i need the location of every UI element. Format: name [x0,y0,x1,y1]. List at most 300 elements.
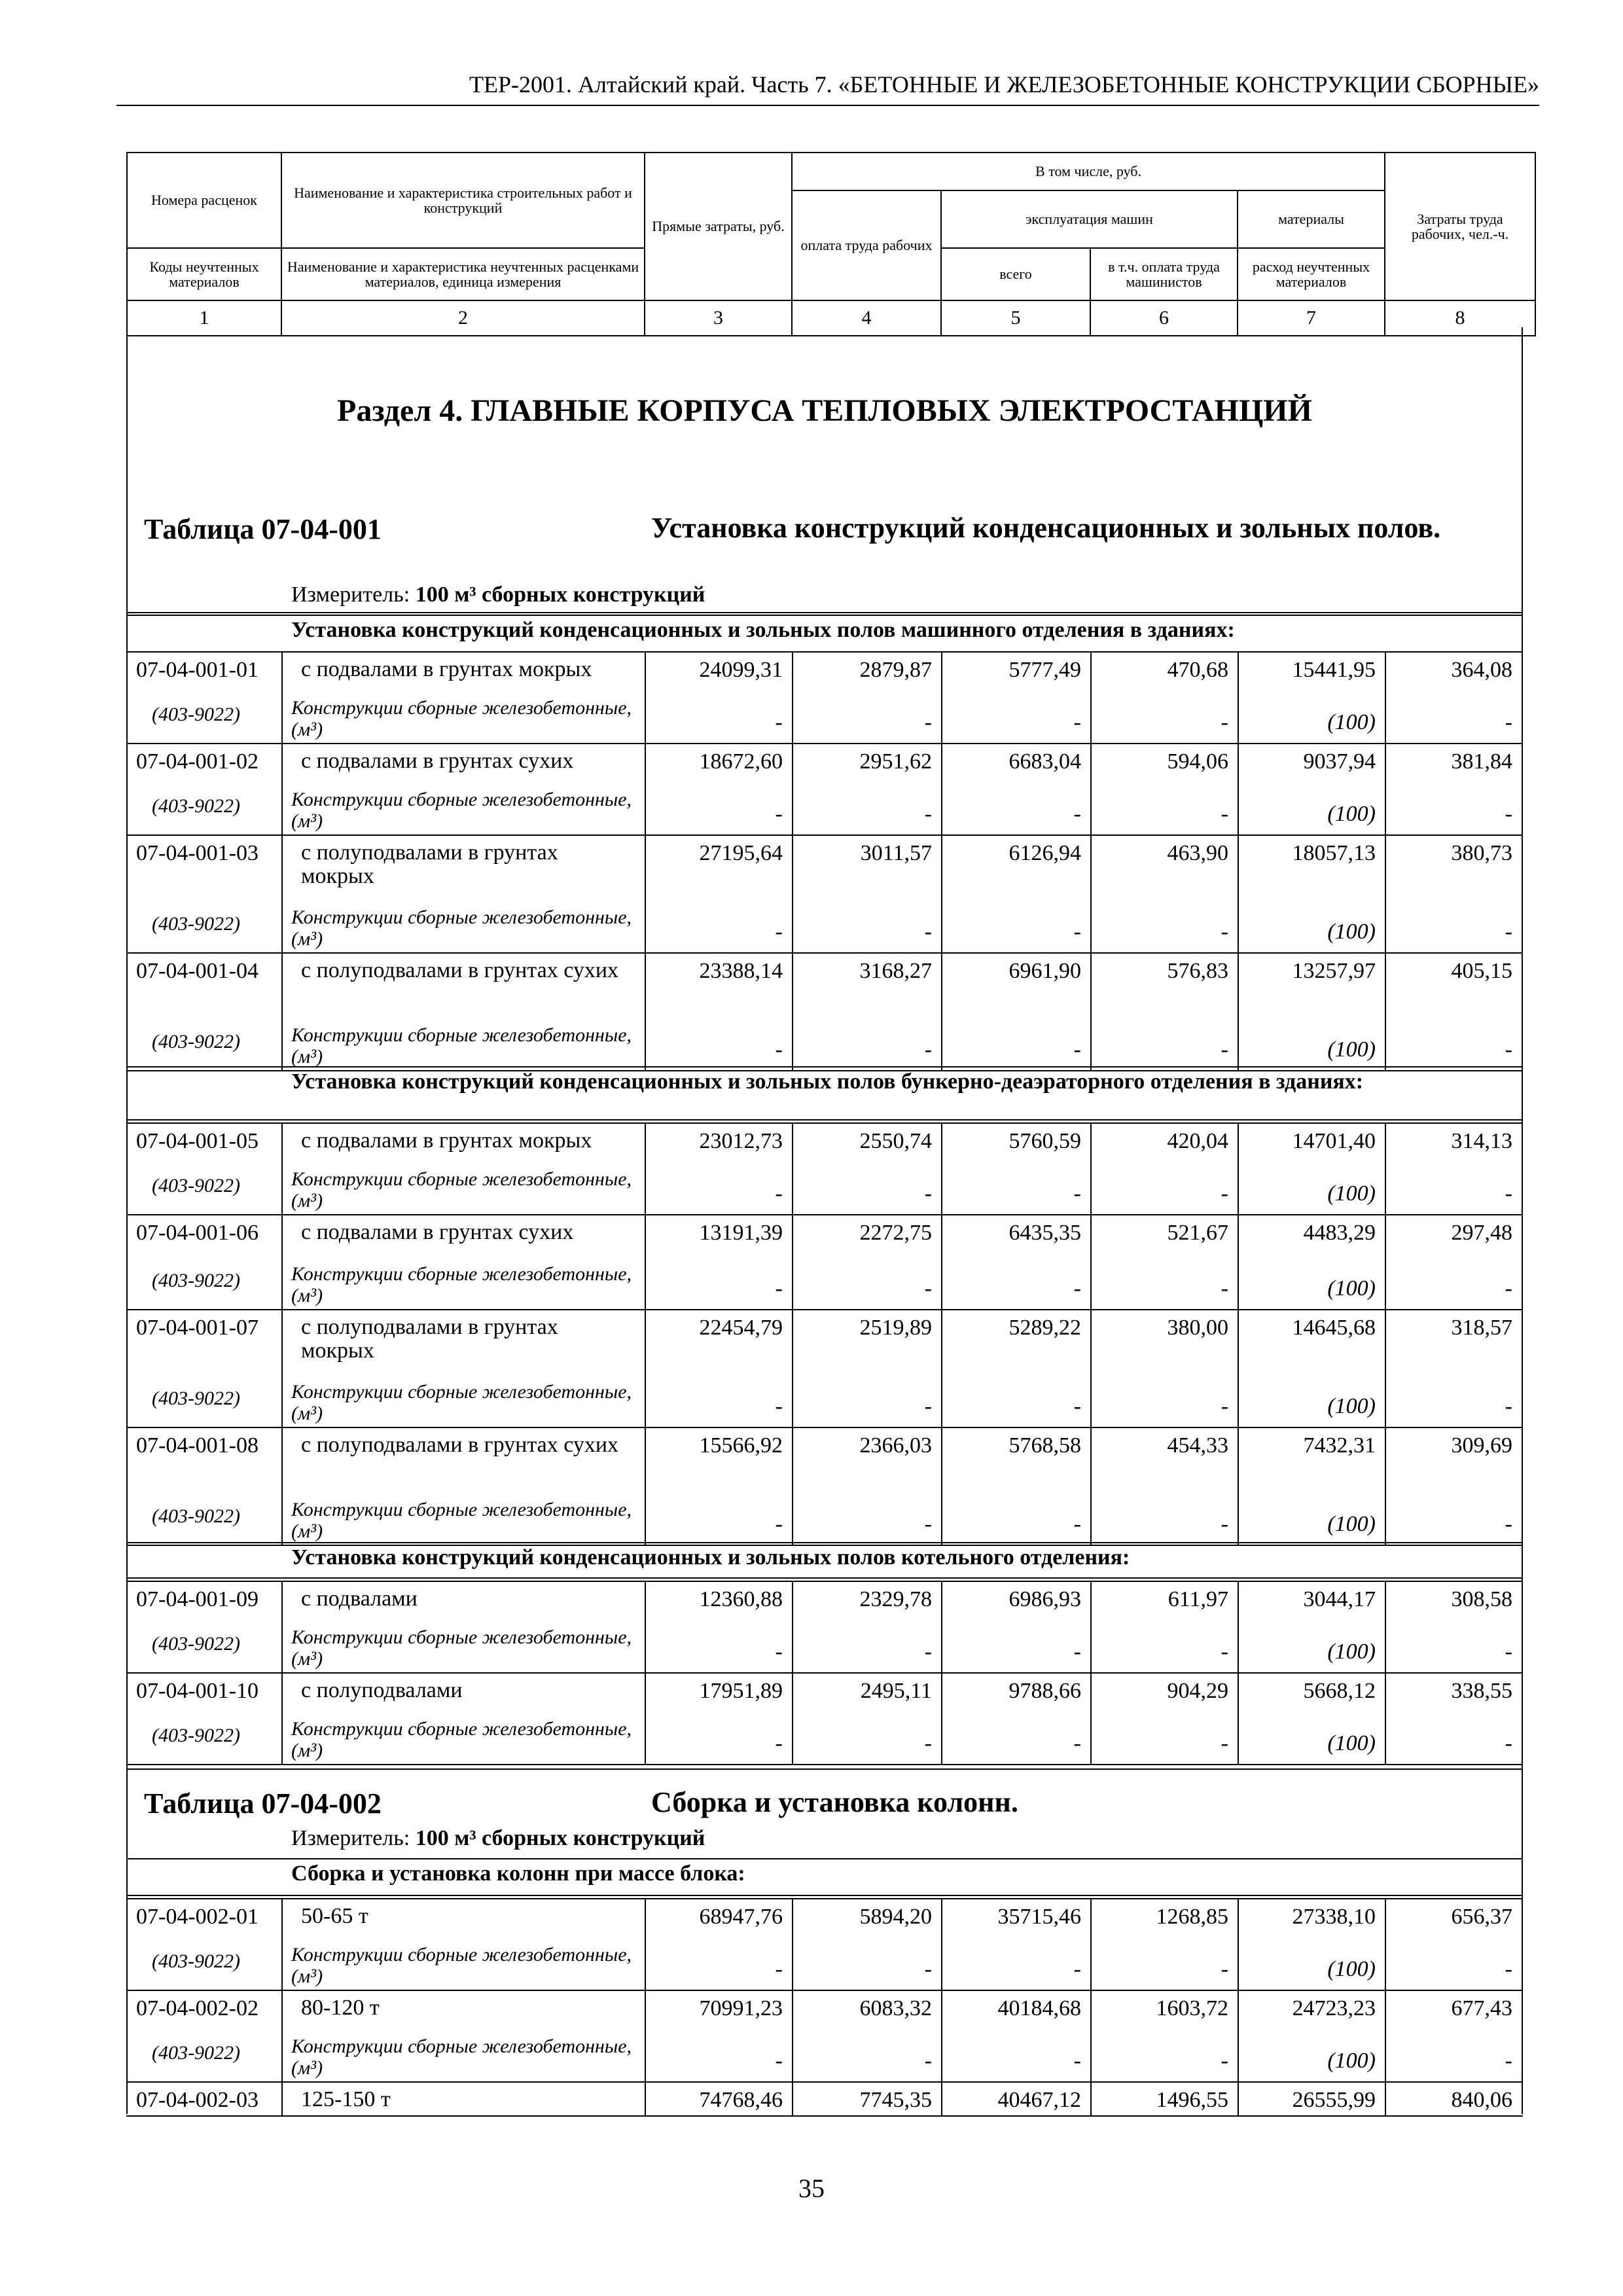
row-rule [126,2081,1523,2083]
rate-value: 68947,76 [699,1905,783,1929]
col-divider [281,1122,283,1214]
col-divider [941,1990,942,2081]
material-value: - [1073,1640,1081,1664]
material-code: (403-9022) [152,913,240,935]
material-value: - [1073,1181,1081,1206]
rate-value: 677,43 [1451,1996,1512,2020]
material-value: - [1073,1276,1081,1300]
measure-unit: 100 м³ сборных конструкций [415,583,705,607]
material-code: (403-9022) [152,2042,240,2064]
row-rule [126,1214,1523,1215]
col-divider [645,1672,646,1764]
rate-value: 2879,87 [859,658,932,682]
material-value: - [924,1394,932,1418]
material-value: - [1073,920,1081,944]
col-divider [281,952,283,1070]
material-value: - [1505,1394,1512,1418]
rate-value: 576,83 [1167,959,1228,983]
rate-value: 5768,58 [1008,1433,1081,1458]
col-divider [1090,1427,1092,1545]
rate-value: 13191,39 [699,1221,783,1245]
col-divider [645,743,646,834]
material-value: - [775,1512,783,1536]
col-divider [281,1427,283,1545]
material-value: (100) [1327,1512,1376,1536]
material-value: - [1221,1276,1228,1300]
row-rule [126,612,1523,613]
col-divider [941,743,942,834]
material-code: (403-9022) [152,1388,240,1409]
material-value: (100) [1327,1640,1376,1664]
table2-label: Таблица 07-04-002 [144,1787,382,1820]
material-value: (100) [1327,920,1376,944]
table2-caption: Сборка и установка колонн. [651,1786,1018,1818]
table1-measure [291,583,705,607]
col-divider [1238,651,1239,743]
col-divider [1238,1990,1239,2081]
col8-header: Затраты труда рабочих, чел.-ч. [1385,152,1535,300]
col-divider [792,834,793,952]
material-name: Конструкции сборные железобетонные, (м³) [291,1718,632,1761]
material-value: - [1073,1037,1081,1062]
rate-value: 1603,72 [1156,1996,1228,2020]
rate-value: 611,97 [1168,1587,1228,1611]
rate-value: 364,08 [1451,658,1512,682]
rate-value: 17951,89 [699,1679,783,1703]
col-divider [281,651,283,743]
material-value: - [924,1512,932,1536]
rate-value: 2272,75 [859,1221,932,1245]
rate-value: 5894,20 [859,1905,932,1929]
including-header: В том числе, руб. [792,152,1385,190]
rate-value: 309,69 [1451,1433,1512,1458]
row-rule [126,1764,1523,1765]
material-name: Конструкции сборные железобетонные, (м³) [291,1944,632,1987]
material-value: - [775,802,783,826]
rate-value: 18057,13 [1292,841,1376,865]
col-divider [281,1309,283,1427]
col-divider [1090,1122,1092,1214]
rate-name: с подвалами [301,1587,418,1611]
rate-name: с подвалами в грунтах сухих [301,1220,574,1244]
col-divider [1090,1672,1092,1764]
material-value: - [775,1394,783,1418]
measure-prefix: Измеритель: [291,1826,410,1850]
col-divider [1238,1427,1239,1545]
material-value: - [924,1181,932,1206]
rate-value: 314,13 [1451,1129,1512,1153]
rate-value: 24723,23 [1292,1996,1376,2020]
col-number: 8 [1385,300,1535,336]
rate-value: 15566,92 [699,1433,783,1458]
material-value: - [1505,1276,1512,1300]
material-value: - [1221,1037,1228,1062]
rate-value: 3044,17 [1303,1587,1376,1611]
rate-value: 594,06 [1167,749,1228,774]
col-divider [1385,1122,1386,1214]
material-value: - [1221,920,1228,944]
rate-value: 2366,03 [859,1433,932,1458]
rate-value: 470,68 [1167,658,1228,682]
col-divider [941,1309,942,1427]
column-header-table [126,152,1536,336]
material-value: - [924,1731,932,1755]
rate-value: 6435,35 [1008,1221,1081,1245]
material-code: (403-9022) [152,1950,240,1972]
rate-value: 5760,59 [1008,1129,1081,1153]
row-rule [126,1581,1523,1582]
rate-name: 50-65 т [301,1904,368,1928]
col-divider [645,651,646,743]
col1-bottom-header: Коды неучтенных материалов [127,248,281,300]
material-value: - [924,1640,932,1664]
material-name: Конструкции сборные железобетонные, (м³) [291,906,632,950]
rate-value: 2495,11 [860,1679,932,1703]
rate-name: с подвалами в грунтах мокрых [301,1128,592,1153]
material-code: (403-9022) [152,704,240,725]
rate-name: с полуподвалами в грунтах мокрых [301,840,558,888]
rate-name: с подвалами в грунтах мокрых [301,657,592,681]
material-value: - [775,710,783,734]
material-value: - [1073,710,1081,734]
rate-value: 6126,94 [1008,841,1081,865]
rate-value: 7745,35 [859,2088,932,2112]
material-code: (403-9022) [152,1725,240,1746]
rate-value: 840,06 [1451,2088,1512,2112]
col-divider [792,1672,793,1764]
col5-header: всего [941,248,1090,300]
col-divider [281,2081,283,2115]
col-divider [941,2081,942,2115]
material-code: (403-9022) [152,1633,240,1655]
material-value: - [924,2049,932,2073]
material-value: - [924,1037,932,1062]
col-divider [1090,1990,1092,2081]
col4-header: оплата труда рабочих [792,190,941,300]
rate-value: 308,58 [1451,1587,1512,1611]
rate-value: 24099,31 [699,658,783,682]
rate-value: 1496,55 [1156,2088,1228,2112]
header-rule [116,105,1539,106]
row-rule [126,1672,1523,1674]
material-value: - [1221,802,1228,826]
col-divider [941,1672,942,1764]
material-value: - [1505,1640,1512,1664]
row-rule [126,651,1523,653]
row-rule [126,1990,1523,1991]
rate-value: 40467,12 [997,2088,1081,2112]
col-divider [792,1990,793,2081]
col-divider [1090,1309,1092,1427]
col-divider [1238,743,1239,834]
row-rule [126,834,1523,836]
col-divider [1238,952,1239,1070]
rate-value: 405,15 [1451,959,1512,983]
col-divider [1090,834,1092,952]
col-divider [1385,1898,1386,1990]
col-divider [941,952,942,1070]
material-value: - [775,2049,783,2073]
rate-value: 3011,57 [860,841,932,865]
row-rule [126,2115,1523,2117]
material-value: - [775,920,783,944]
material-value: (100) [1327,802,1376,826]
col-divider [792,1427,793,1545]
rate-name: с полуподвалами в грунтах сухих [301,1433,619,1457]
rate-value: 14701,40 [1292,1129,1376,1153]
col3-header: Прямые затраты, руб. [645,152,792,300]
rate-name: с полуподвалами в грунтах мокрых [301,1315,558,1363]
col-divider [792,2081,793,2115]
col-divider [645,1581,646,1672]
rate-code: 07-04-001-05 [136,1129,259,1153]
col6-header: в т.ч. оплата труда машинистов [1090,248,1238,300]
col-divider [1385,952,1386,1070]
rate-value: 35715,46 [997,1905,1081,1929]
col-divider [645,1898,646,1990]
row-rule [126,1122,1523,1124]
col-divider [645,2081,646,2115]
col-divider [281,1581,283,1672]
rate-value: 463,90 [1167,841,1228,865]
group-title: Сборка и установка колонн при массе блока: [291,1861,745,1886]
group-top-rule [126,1858,1523,1859]
col-divider [645,1427,646,1545]
col-divider [645,1990,646,2081]
material-name: Конструкции сборные железобетонные, (м³) [291,789,632,832]
rate-value: 74768,46 [699,2088,783,2112]
material-value: - [1505,2049,1512,2073]
material-value: - [1073,1394,1081,1418]
rate-value: 2550,74 [859,1129,932,1153]
col-divider [1385,1990,1386,2081]
row-rule [126,1427,1523,1428]
col-divider [792,1581,793,1672]
col-divider [941,651,942,743]
material-value: - [775,1037,783,1062]
material-code: (403-9022) [152,795,240,817]
col-divider [941,834,942,952]
material-name: Конструкции сборные железобетонные, (м³) [291,2036,632,2079]
rate-code: 07-04-001-02 [136,749,259,774]
col-number: 4 [792,300,941,336]
rate-value: 70991,23 [699,1996,783,2020]
table1-caption: Установка конструкций конденсационных и зольных полов. [651,512,1441,544]
col-divider [281,1672,283,1764]
material-value: (100) [1327,1276,1376,1300]
rate-code: 07-04-001-07 [136,1316,259,1340]
col-divider [1238,1672,1239,1764]
material-name: Конструкции сборные железобетонные, (м³) [291,1499,632,1542]
group-top-rule [126,615,1523,616]
rate-value: 6083,32 [859,1996,932,2020]
material-value: - [924,1957,932,1981]
rate-value: 6683,04 [1008,749,1081,774]
rate-value: 27195,64 [699,841,783,865]
col-number: 7 [1238,300,1385,336]
material-value: - [775,1181,783,1206]
rate-value: 1268,85 [1156,1905,1228,1929]
material-value: - [1073,1512,1081,1536]
col-divider [792,1214,793,1309]
rate-name: с полуподвалами [301,1678,463,1702]
material-value: - [1505,1181,1512,1206]
material-value: - [1505,1512,1512,1536]
material-name: Конструкции сборные железобетонные, (м³) [291,1263,632,1306]
col-divider [941,1427,942,1545]
material-value: (100) [1327,1957,1376,1981]
frame-right [1522,327,1523,2114]
material-name: Конструкции сборные железобетонные, (м³) [291,697,632,740]
col-divider [941,1581,942,1672]
material-code: (403-9022) [152,1175,240,1196]
material-value: - [1073,1731,1081,1755]
material-value: - [775,1731,783,1755]
group-top-rule [126,1542,1523,1543]
col-number: 6 [1090,300,1238,336]
material-value: - [1073,802,1081,826]
rate-value: 12360,88 [699,1587,783,1611]
rate-value: 380,00 [1167,1316,1228,1340]
rate-value: 9788,66 [1008,1679,1081,1703]
material-value: - [1505,1731,1512,1755]
col-divider [1385,1309,1386,1427]
col-divider [645,1122,646,1214]
material-code: (403-9022) [152,1031,240,1052]
group-title: Установка конструкций конденсационных и зольных полов котельного отделения: [291,1545,1130,1570]
rate-value: 2519,89 [859,1316,932,1340]
machines-header: эксплуатация машин [941,190,1238,248]
material-value: (100) [1327,1394,1376,1418]
col-divider [792,1898,793,1990]
rate-value: 6961,90 [1008,959,1081,983]
col-divider [792,651,793,743]
rate-value: 904,29 [1167,1679,1228,1703]
col-divider [1385,651,1386,743]
rate-value: 420,04 [1167,1129,1228,1153]
col-divider [1238,1581,1239,1672]
row-rule [126,1895,1523,1896]
col-number: 1 [127,300,281,336]
material-value: - [1505,1037,1512,1062]
material-value: - [1221,1512,1228,1536]
material-value: (100) [1327,1731,1376,1755]
col2-top-header: Наименование и характеристика строительных работ и конструкций [281,152,645,248]
page-number: 35 [798,2174,825,2203]
col-number: 3 [645,300,792,336]
row-rule [126,1119,1523,1121]
material-value: - [924,710,932,734]
rate-value: 380,73 [1451,841,1512,865]
rate-value: 5668,12 [1303,1679,1376,1703]
rate-value: 5289,22 [1008,1316,1081,1340]
rate-code: 07-04-001-10 [136,1679,259,1703]
material-name: Конструкции сборные железобетонные, (м³) [291,1168,632,1211]
rate-name: с подвалами в грунтах сухих [301,749,574,773]
rate-value: 5777,49 [1008,658,1081,682]
row-rule [126,1898,1523,1899]
rate-value: 18672,60 [699,749,783,774]
material-value: - [1505,710,1512,734]
col-divider [1385,1427,1386,1545]
col-divider [1090,2081,1092,2115]
rate-code: 07-04-001-03 [136,841,259,865]
rate-value: 2951,62 [859,749,932,774]
table2-measure [291,1826,705,1851]
material-value: (100) [1327,1037,1376,1062]
rate-value: 521,67 [1167,1221,1228,1245]
material-code: (403-9022) [152,1505,240,1527]
col-divider [1385,1581,1386,1672]
row-rule [126,1768,1523,1770]
col-number: 2 [281,300,645,336]
rate-value: 14645,68 [1292,1316,1376,1340]
material-value: - [1505,802,1512,826]
col-divider [1090,1898,1092,1990]
col2-bottom-header: Наименование и характеристика неучтенных расценками материалов, единица измерения [281,248,645,300]
rate-value: 318,57 [1451,1316,1512,1340]
col7-header: расход неучтенных материалов [1238,248,1385,300]
row-rule [126,1070,1523,1071]
col-divider [281,1990,283,2081]
rate-value: 4483,29 [1303,1221,1376,1245]
col-divider [941,1898,942,1990]
material-value: - [775,1640,783,1664]
rate-code: 07-04-001-09 [136,1587,259,1611]
rate-value: 454,33 [1167,1433,1228,1458]
col-divider [1385,1672,1386,1764]
col-divider [792,1309,793,1427]
rate-value: 297,48 [1451,1221,1512,1245]
rate-value: 23388,14 [699,959,783,983]
rate-value: 13257,97 [1292,959,1376,983]
material-value: (100) [1327,1181,1376,1206]
rate-value: 6986,93 [1008,1587,1081,1611]
material-code: (403-9022) [152,1270,240,1291]
rate-code: 07-04-001-06 [136,1221,259,1245]
material-value: - [1221,1731,1228,1755]
col-divider [281,743,283,834]
col-divider [792,743,793,834]
col-divider [1238,834,1239,952]
col-divider [1385,743,1386,834]
col-divider [1238,1122,1239,1214]
col-divider [1238,1214,1239,1309]
row-rule [126,952,1523,954]
table1-label: Таблица 07-04-001 [144,513,382,545]
frame-left [126,327,128,2114]
material-name: Конструкции сборные железобетонные, (м³) [291,1024,632,1067]
section-title: Раздел 4. ГЛАВНЫЕ КОРПУСА ТЕПЛОВЫХ ЭЛЕКТРОСТАНЦИЙ [337,393,1312,428]
col-divider [792,1122,793,1214]
material-value: - [1221,1181,1228,1206]
col-divider [792,952,793,1070]
rate-value: 26555,99 [1292,2088,1376,2112]
material-value: (100) [1327,2049,1376,2073]
material-value: - [775,1276,783,1300]
rate-name: с полуподвалами в грунтах сухих [301,958,619,982]
material-value: - [924,920,932,944]
material-value: - [1221,1640,1228,1664]
col-divider [1090,1581,1092,1672]
rate-value: 27338,10 [1292,1905,1376,1929]
rate-value: 9037,94 [1303,749,1376,774]
group-title: Установка конструкций конденсационных и зольных полов машинного отделения в зданиях: [291,618,1235,642]
col-divider [281,1898,283,1990]
col-divider [1090,743,1092,834]
group-title: Установка конструкций конденсационных и зольных полов бункерно-деаэраторного отделения в зданиях: [291,1069,1364,1094]
rate-value: 15441,95 [1292,658,1376,682]
